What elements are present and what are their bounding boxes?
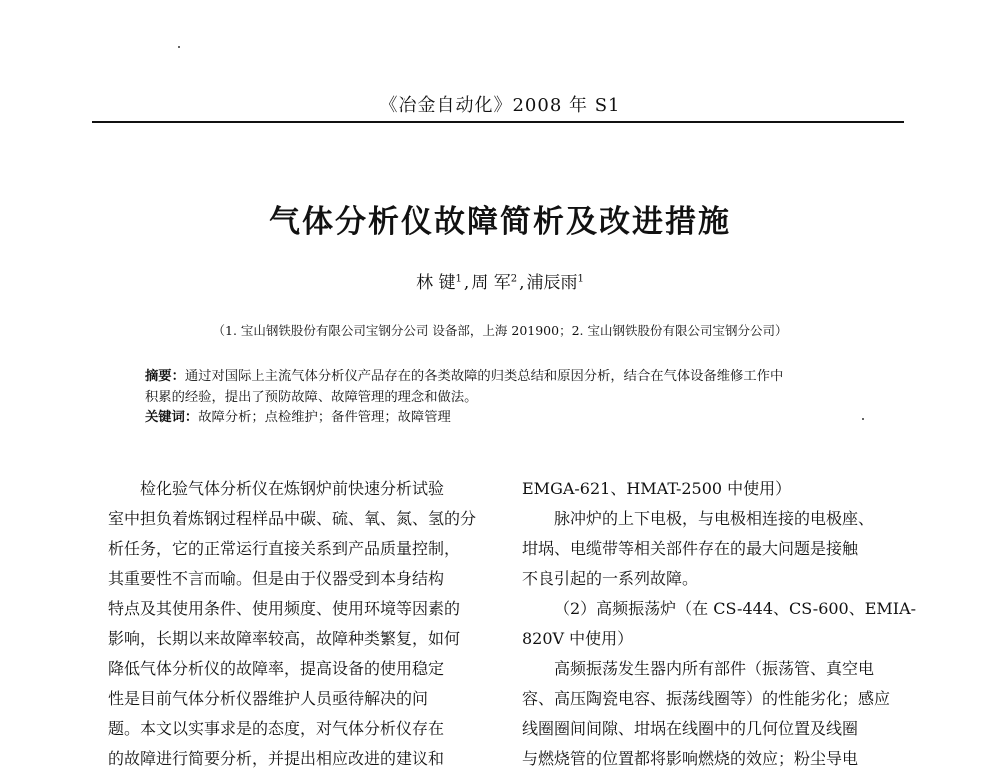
author-affiliation-mark: 1 [577,273,584,285]
body-line: 性是目前气体分析仪器维护人员亟待解决的问 [108,689,429,708]
body-line: 容、高压陶瓷电容、振荡线圈等）的性能劣化；感应 [522,689,891,708]
author-name: 林 键 [416,273,456,293]
keywords-text: 故障分析；点检维护；备件管理；故障管理 [198,410,451,425]
abstract-block [145,367,885,429]
body-line: EMGA-621、HMAT-2500 中使用） [522,479,792,498]
scan-speck [862,418,864,420]
body-line: 不良引起的一系列故障。 [522,569,699,588]
body-line: 特点及其使用条件、使用频度、使用环境等因素的 [108,599,461,618]
author-name: 浦辰雨 [526,273,578,293]
body-line: 坩埚、电缆带等相关部件存在的最大问题是接触 [522,539,859,558]
abstract-text: 通过对国际上主流气体分析仪产品存在的各类故障的归类总结和原因分析，结合在气体设备维修工作中 [184,369,784,384]
affiliation: （1. 宝山钢铁股份有限公司宝钢分公司 设备部，上海 201900；2. 宝山钢铁股份有限公司宝钢分公司） [212,323,788,338]
body-line: 析任务，它的正常运行直接关系到产品质量控制， [108,539,461,558]
author-separator: , [463,273,470,293]
body-line: 题。本文以实事求是的态度，对气体分析仪存在 [108,719,445,738]
keywords-line [145,408,885,429]
body-line: 室中担负着炼钢过程样品中碳、硫、氧、氮、氢的分 [108,509,477,528]
paper-title: 气体分析仪故障简析及改进措施 [269,204,731,240]
body-line: 线圈圈间间隙、坩埚在线圈中的几何位置及线圈 [522,719,859,738]
journal-header: 《冶金自动化》2008 年 S1 [379,95,621,116]
body-line: 影响，长期以来故障率较高，故障种类繁复，如何 [108,629,461,648]
body-line: 检化验气体分析仪在炼钢炉前快速分析试验 [140,479,445,498]
author-affiliation-mark: 1 [455,273,462,285]
body-line: 脉冲炉的上下电极，与电极相连接的电极座、 [554,509,875,528]
abstract-line [145,367,885,388]
body-line: 其重要性不言而喻。但是由于仪器受到本身结构 [108,569,445,588]
author-affiliation-mark: 2 [510,273,518,285]
body-line: 的故障进行简要分析，并提出相应改进的建议和 [108,749,445,768]
header-rule [92,121,904,123]
keywords-label: 关键词： [145,410,199,425]
author-separator: , [519,273,525,293]
author-name: 周 军 [471,273,511,293]
section-heading: （2）高频振荡炉（在 CS-444、CS-600、EMIA- [554,599,917,618]
body-line: 降低气体分析仪的故障率，提高设备的使用稳定 [108,659,445,678]
abstract-line: 积累的经验，提出了预防故障、故障管理的理念和做法。 [145,389,478,405]
right-column [522,474,917,774]
body-line: 与燃烧管的位置都将影响燃烧的效应；粉尘导电 [522,749,859,768]
body-line: 820V 中使用） [522,629,634,648]
left-column [108,474,492,774]
scan-speck [178,46,180,48]
author-list [0,268,1000,293]
abstract-label: 摘要： [145,369,185,384]
body-line: 高频振荡发生器内所有部件（振荡管、真空电 [554,659,875,678]
